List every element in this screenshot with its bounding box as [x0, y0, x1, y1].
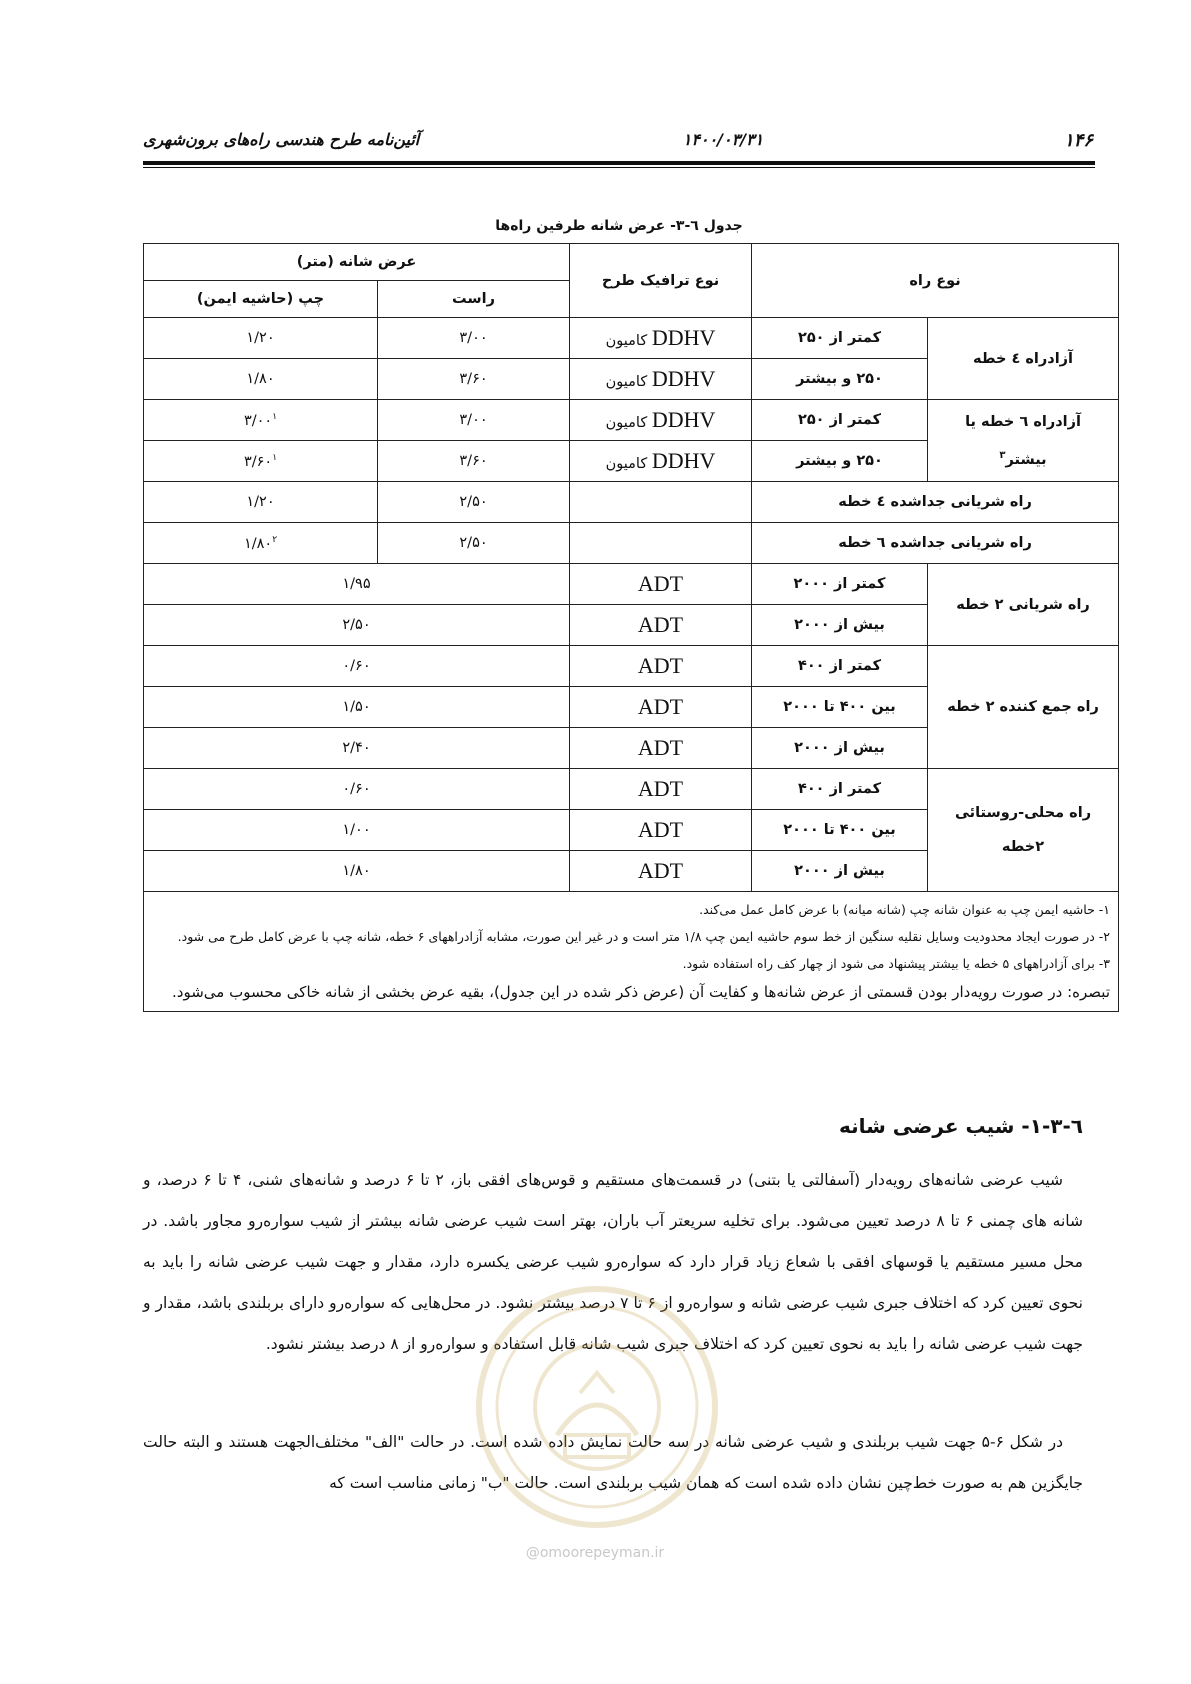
left-shoulder-value: ۱/۸۰ — [144, 359, 378, 400]
group-local-rural — [928, 769, 1119, 892]
right-shoulder-value: ۲/۵۰ — [378, 523, 570, 564]
right-shoulder-value: ۲/۵۰ — [378, 482, 570, 523]
traffic-cell — [570, 441, 752, 482]
sub-condition: ۲۵۰ و بیشتر — [752, 359, 928, 400]
header-date: ۱۴۰۰/۰۳/۳۱ — [682, 130, 764, 149]
header-shoulder-width: عرض شانه (متر) — [144, 244, 570, 281]
header-rule-thick — [143, 161, 1095, 165]
footnote-marker: ٣ — [999, 449, 1006, 461]
left-shoulder-cell — [144, 441, 378, 482]
table-remark: تبصره: در صورت رویه‌دار بودن قسمتی از عرض شانه‌ها و کفایت آن (عرض ذکر شده در این جدول)، بقیه عرض بخشی از شانه خاکی محسوب می‌شود. — [172, 983, 1111, 1001]
watermark-seal — [475, 1285, 720, 1530]
shoulder-width-value: ۲/۵۰ — [144, 605, 570, 646]
right-shoulder-value: ۳/۰۰ — [378, 400, 570, 441]
left-shoulder-cell — [144, 523, 378, 564]
traffic-code: ADT — [570, 810, 752, 851]
traffic-word: کامیون — [605, 456, 648, 472]
header-rule-thin — [143, 167, 1095, 168]
shoulder-width-value: ۱/۹۵ — [144, 564, 570, 605]
group-collector-2: راه جمع کننده ۲ خطه — [928, 646, 1119, 769]
header-traffic-type: نوع ترافیک طرح — [570, 244, 752, 318]
header-right-shoulder: راست — [378, 281, 570, 318]
table-notes-row — [144, 892, 1119, 1012]
table-notes — [144, 892, 1119, 1012]
traffic-cell-empty — [570, 523, 752, 564]
traffic-code: ADT — [570, 687, 752, 728]
shoulder-width-value: ۱/۵۰ — [144, 687, 570, 728]
header-title: آئین‌نامه طرح هندسی راه‌های برون‌شهری — [143, 130, 420, 149]
shoulder-width-value: ۰/۶۰ — [144, 646, 570, 687]
left-shoulder-value: ۳/۰۰ — [243, 412, 273, 429]
left-shoulder-value: ۱/۲۰ — [144, 482, 378, 523]
table-row — [144, 564, 1119, 605]
sub-condition: بیش از ۲۰۰۰ — [752, 605, 928, 646]
traffic-code: ADT — [570, 646, 752, 687]
table-row — [144, 523, 1119, 564]
left-shoulder-value: ۳/۶۰ — [243, 453, 273, 470]
sub-condition: کمتر از ۲۰۰۰ — [752, 564, 928, 605]
shoulder-width-value: ۰/۶۰ — [144, 769, 570, 810]
traffic-cell-empty — [570, 482, 752, 523]
traffic-code: ADT — [570, 728, 752, 769]
sub-condition: بین ۴۰۰ تا ۲۰۰۰ — [752, 687, 928, 728]
group-freeway-6-line2: بیشتر — [1005, 451, 1047, 468]
left-shoulder-cell — [144, 400, 378, 441]
page-number: ۱۴۶ — [1063, 130, 1093, 151]
header-road-type: نوع راه — [752, 244, 1119, 318]
traffic-code: ADT — [570, 851, 752, 892]
page-header — [143, 130, 1093, 164]
header-left-shoulder: چپ (حاشیه ایمن) — [144, 281, 378, 318]
traffic-cell — [570, 400, 752, 441]
section-title: ٦-٣-١- شیب عرضی شانه — [839, 1114, 1083, 1138]
left-shoulder-value: ۱/۲۰ — [144, 318, 378, 359]
traffic-code: DDHV — [651, 366, 716, 391]
traffic-code: ADT — [570, 605, 752, 646]
table-note: ۲- در صورت ایجاد محدودیت وسایل نقلیه سنگین از خط سوم حاشیه ایمن چپ ۱/۸ متر است و در غیر این صورت، مشابه آزادراههای ۶ خطه، شانه چپ با عرض کامل طرح می شود. — [177, 929, 1111, 944]
table-row — [144, 646, 1119, 687]
table-note: ۳- برای آزادراههای ۵ خطه یا بیشتر پیشنهاد می شود از چهار کف راه استفاده شود. — [682, 956, 1111, 971]
right-shoulder-value: ۳/۶۰ — [378, 359, 570, 400]
sub-condition: بیش از ۲۰۰۰ — [752, 728, 928, 769]
body-paragraph: شیب عرضی شانه‌های رویه‌دار (آسفالتی یا بتنی) در قسمت‌های مستقیم و قوس‌های افقی باز، ۲ تا ۶ درصد و شانه‌های شنی، ۴ تا ۶ درصد، و شانه های چمنی ۶ تا ۸ درصد تعیین می‌شود. برای تخلیه سریعتر آب باران، بهتر است شیب عرضی شانه بیشتر از شیب سواره‌رو مجاور باشد. در محل مسیر مستقیم یا قوسهای افقی با شعاع زیاد قرار دارد که سواره‌رو شیب عرضی یکسره دارد، مقدار و جهت شیب عرضی شانه را باید به نحوی تعیین کرد که اختلاف جبری شیب عرضی شانه و سواره‌رو از ۶ تا ۷ درصد بیشتر نشود. در محل‌هایی که سواره‌رو دارای بربلندی باشد، مقدار و جهت شیب عرضی شانه را باید به نحوی تعیین کرد که اختلاف جبری شیب شانه قابل استفاده و سواره‌رو از ۸ درصد بیشتر نشود. — [143, 1171, 1083, 1353]
traffic-cell — [570, 359, 752, 400]
shoulder-width-value: ۱/۰۰ — [144, 810, 570, 851]
right-shoulder-value: ۳/۰۰ — [378, 318, 570, 359]
group-arterial-2: راه شریانی ۲ خطه — [928, 564, 1119, 646]
group-local-rural-line1: راه محلی-روستائی — [954, 805, 1092, 821]
table-row — [144, 318, 1119, 359]
sub-condition: بین ۴۰۰ تا ۲۰۰۰ — [752, 810, 928, 851]
group-arterial-6: راه شریانی جداشده ٦ خطه — [752, 523, 1119, 564]
footnote-marker: ۱ — [272, 452, 278, 463]
table-row — [144, 482, 1119, 523]
footnote-marker: ۱ — [272, 411, 278, 422]
traffic-word: کامیون — [605, 415, 648, 431]
traffic-code: DDHV — [651, 407, 716, 432]
shoulder-width-value: ۲/۴۰ — [144, 728, 570, 769]
traffic-word: کامیون — [605, 333, 648, 349]
left-shoulder-value: ۱/۸۰ — [243, 535, 273, 552]
group-local-rural-line2: ۲خطه — [1001, 839, 1045, 855]
table-note: ۱- حاشیه ایمن چپ به عنوان شانه چپ (شانه میانه) با عرض کامل عمل می‌کند. — [699, 902, 1111, 917]
sub-condition: کمتر از ۲۵۰ — [752, 318, 928, 359]
body-paragraph: در شکل ۶-۵ جهت شیب بربلندی و شیب عرضی شانه در سه حالت نمایش داده شده است. در حالت "الف" مختلف‌الجهت هستند و البته حالت جایگزین هم به صورت خط‌چین نشان داده شده است که همان شیب بربلندی است. حالت "ب" زمانی مناسب است که — [143, 1433, 1083, 1492]
group-freeway-6 — [928, 400, 1119, 482]
traffic-code: DDHV — [651, 325, 716, 350]
shoulder-width-value: ۱/۸۰ — [144, 851, 570, 892]
sub-condition: کمتر از ۴۰۰ — [752, 646, 928, 687]
traffic-word: کامیون — [605, 374, 648, 390]
sub-condition: کمتر از ۴۰۰ — [752, 769, 928, 810]
group-freeway-6-line1: آزادراه ٦ خطه یا — [965, 413, 1081, 430]
group-arterial-4: راه شریانی جداشده ٤ خطه — [752, 482, 1119, 523]
sub-condition: کمتر از ۲۵۰ — [752, 400, 928, 441]
table-caption: جدول ٦-٣- عرض شانه طرفین راه‌ها — [495, 218, 743, 234]
sub-condition: ۲۵۰ و بیشتر — [752, 441, 928, 482]
traffic-code: DDHV — [651, 448, 716, 473]
table-row — [144, 400, 1119, 441]
table-row — [144, 769, 1119, 810]
traffic-code: ADT — [570, 564, 752, 605]
watermark-text: @omoorepeyman.ir — [525, 1545, 665, 1561]
traffic-code: ADT — [570, 769, 752, 810]
shoulder-width-table — [143, 243, 1119, 1012]
group-freeway-4: آزادراه ٤ خطه — [928, 318, 1119, 400]
right-shoulder-value: ۳/۶۰ — [378, 441, 570, 482]
traffic-cell — [570, 318, 752, 359]
sub-condition: بیش از ۲۰۰۰ — [752, 851, 928, 892]
footnote-marker: ۲ — [272, 534, 278, 545]
